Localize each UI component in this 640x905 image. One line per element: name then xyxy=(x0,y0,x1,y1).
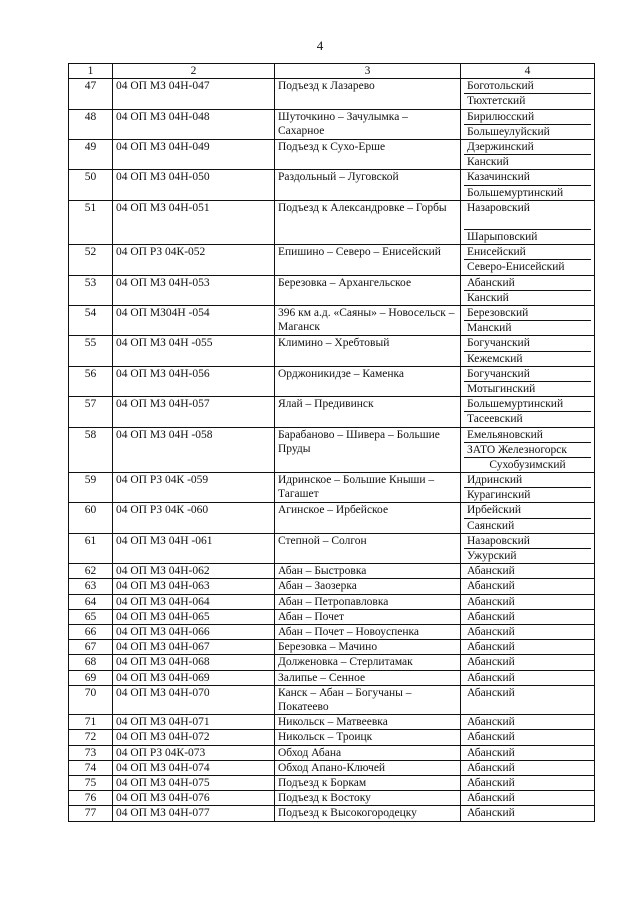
district-cell xyxy=(461,336,595,366)
district-name: Абанский xyxy=(467,626,515,639)
district-name: Канский xyxy=(464,154,591,169)
column-header: 3 xyxy=(275,64,461,79)
district-name: Бирилюсский xyxy=(467,110,535,123)
row-number: 55 xyxy=(69,336,113,366)
table-row xyxy=(69,640,595,655)
row-number: 50 xyxy=(69,170,113,200)
row-number: 65 xyxy=(69,609,113,624)
table-row xyxy=(69,715,595,730)
table-row xyxy=(69,655,595,670)
district-name: Северо-Енисейский xyxy=(464,259,591,274)
district-cell xyxy=(461,579,595,594)
road-id-code: 04 ОП МЗ 04Н -058 xyxy=(113,427,275,473)
district-name: ЗАТО Железногорск xyxy=(464,442,591,457)
road-id-code: 04 ОП МЗ04Н -054 xyxy=(113,306,275,336)
road-id-code: 04 ОП МЗ 04Н-062 xyxy=(113,564,275,579)
road-id-code: 04 ОП МЗ 04Н-071 xyxy=(113,715,275,730)
district-name: Абанский xyxy=(467,656,515,669)
table-row xyxy=(69,564,595,579)
road-name: Абан – Почет – Новоуспенка xyxy=(275,625,461,640)
district-cell xyxy=(461,609,595,624)
district-cell xyxy=(461,397,595,427)
row-number: 54 xyxy=(69,306,113,336)
road-id-code: 04 ОП МЗ 04Н-057 xyxy=(113,397,275,427)
table-row xyxy=(69,200,595,245)
district-name: Курагинский xyxy=(464,487,591,502)
road-name: Обход Абана xyxy=(275,745,461,760)
table-row xyxy=(69,306,595,336)
district-name: Мотыгинский xyxy=(464,381,591,396)
district-name: Большемуртинский xyxy=(464,185,591,200)
road-name: Березовка – Архангельское xyxy=(275,275,461,305)
district-name: Дзержинский xyxy=(467,140,534,153)
row-number: 74 xyxy=(69,760,113,775)
road-name: Залипье – Сенное xyxy=(275,670,461,685)
row-number: 70 xyxy=(69,685,113,714)
row-number: 77 xyxy=(69,806,113,821)
district-cell xyxy=(461,685,595,714)
column-header: 2 xyxy=(113,64,275,79)
table-row xyxy=(69,579,595,594)
road-name: Долженовка – Стерлитамак xyxy=(275,655,461,670)
row-number: 56 xyxy=(69,366,113,396)
road-id-code: 04 ОП МЗ 04Н-076 xyxy=(113,791,275,806)
table-row xyxy=(69,625,595,640)
road-id-code: 04 ОП МЗ 04Н-053 xyxy=(113,275,275,305)
road-id-code: 04 ОП МЗ 04Н-074 xyxy=(113,760,275,775)
road-id-code: 04 ОП РЗ 04К -059 xyxy=(113,473,275,503)
district-name: Абанский xyxy=(467,716,515,729)
road-id-code: 04 ОП МЗ 04Н-068 xyxy=(113,655,275,670)
table-row xyxy=(69,609,595,624)
row-number: 75 xyxy=(69,776,113,791)
district-name: Абанский xyxy=(467,777,515,790)
district-name: Емельяновский xyxy=(467,428,543,441)
road-id-code: 04 ОП МЗ 04Н-070 xyxy=(113,685,275,714)
table-row xyxy=(69,170,595,200)
district-name: Абанский xyxy=(467,610,515,623)
district-cell xyxy=(461,275,595,305)
row-number: 47 xyxy=(69,79,113,109)
row-number: 61 xyxy=(69,533,113,563)
district-name: Большеулуйский xyxy=(464,124,591,139)
row-number: 72 xyxy=(69,730,113,745)
table-row xyxy=(69,760,595,775)
district-cell xyxy=(461,745,595,760)
table-row xyxy=(69,109,595,139)
district-cell xyxy=(461,670,595,685)
district-name: Кежемский xyxy=(464,351,591,366)
row-number: 67 xyxy=(69,640,113,655)
district-name: Казачинский xyxy=(467,171,530,184)
road-id-code: 04 ОП РЗ 04К-073 xyxy=(113,745,275,760)
row-number: 63 xyxy=(69,579,113,594)
district-cell xyxy=(461,806,595,821)
district-name: Березовский xyxy=(467,307,529,320)
row-number: 49 xyxy=(69,139,113,169)
row-number: 69 xyxy=(69,670,113,685)
district-cell xyxy=(461,473,595,503)
road-name: Подъезд к Высокогородецку xyxy=(275,806,461,821)
table-row xyxy=(69,776,595,791)
district-name: Абанский xyxy=(467,641,515,654)
table-row xyxy=(69,670,595,685)
row-number: 64 xyxy=(69,594,113,609)
district-name: Абанский xyxy=(467,761,515,774)
district-name: Енисейский xyxy=(467,246,526,259)
road-name: Никольск – Троицк xyxy=(275,730,461,745)
road-id-code: 04 ОП МЗ 04Н-067 xyxy=(113,640,275,655)
row-number: 62 xyxy=(69,564,113,579)
district-name: Боготольский xyxy=(467,80,534,93)
district-name: Тасеевский xyxy=(464,411,591,426)
row-number: 48 xyxy=(69,109,113,139)
district-name: Большемуртинский xyxy=(467,398,564,411)
table-row xyxy=(69,791,595,806)
road-name: Березовка – Мачино xyxy=(275,640,461,655)
table-row xyxy=(69,806,595,821)
row-number: 68 xyxy=(69,655,113,670)
table-row xyxy=(69,685,595,714)
district-cell xyxy=(461,715,595,730)
district-name: Саянский xyxy=(464,518,591,533)
district-name: Абанский xyxy=(467,686,515,699)
row-number: 57 xyxy=(69,397,113,427)
road-id-code: 04 ОП МЗ 04Н-077 xyxy=(113,806,275,821)
district-cell xyxy=(461,109,595,139)
road-name: Климино – Хребтовый xyxy=(275,336,461,366)
row-number: 76 xyxy=(69,791,113,806)
district-name: Сухобузимский xyxy=(464,457,591,472)
district-name: Абанский xyxy=(467,807,515,820)
district-cell xyxy=(461,564,595,579)
district-cell xyxy=(461,79,595,109)
row-number: 52 xyxy=(69,245,113,275)
district-cell xyxy=(461,776,595,791)
district-name: Ирбейский xyxy=(467,504,522,517)
road-name: Никольск – Матвеевка xyxy=(275,715,461,730)
district-name: Назаровский xyxy=(467,534,530,547)
road-name: Степной – Солгон xyxy=(275,533,461,563)
road-id-code: 04 ОП МЗ 04Н-049 xyxy=(113,139,275,169)
district-name: Назаровский xyxy=(467,201,530,214)
district-name: Канский xyxy=(464,290,591,305)
road-id-code: 04 ОП МЗ 04Н-069 xyxy=(113,670,275,685)
table-row xyxy=(69,79,595,109)
district-name: Абанский xyxy=(467,276,515,289)
row-number: 73 xyxy=(69,745,113,760)
district-cell xyxy=(461,625,595,640)
road-name: Шуточкино – Зачулымка – Сахарное xyxy=(275,109,461,139)
road-name: Обход Апано-Ключей xyxy=(275,760,461,775)
road-name: Подъезд к Александровке – Горбы xyxy=(275,200,461,245)
table-header-row xyxy=(69,64,595,79)
page-number: 4 xyxy=(316,38,324,53)
district-name: Ужурский xyxy=(464,548,591,563)
road-id-code: 04 ОП МЗ 04Н-050 xyxy=(113,170,275,200)
road-name: Подъезд к Сухо-Ерше xyxy=(275,139,461,169)
table-row xyxy=(69,275,595,305)
district-cell xyxy=(461,533,595,563)
district-name: Абанский xyxy=(467,746,515,759)
table-row xyxy=(69,473,595,503)
road-name: Канск – Абан – Богучаны – Покатеево xyxy=(275,685,461,714)
district-cell xyxy=(461,791,595,806)
district-name: Абанский xyxy=(467,595,515,608)
district-cell xyxy=(461,366,595,396)
road-id-code: 04 ОП РЗ 04К -060 xyxy=(113,503,275,533)
district-cell xyxy=(461,139,595,169)
table-row xyxy=(69,397,595,427)
district-cell xyxy=(461,640,595,655)
district-cell xyxy=(461,427,595,473)
table-row xyxy=(69,336,595,366)
road-name: Орджоникидзе – Каменка xyxy=(275,366,461,396)
table-row xyxy=(69,245,595,275)
road-name: Подъезд к Лазарево xyxy=(275,79,461,109)
table-row xyxy=(69,366,595,396)
district-name: Тюхтетский xyxy=(464,93,591,108)
table-row xyxy=(69,533,595,563)
row-number: 58 xyxy=(69,427,113,473)
road-id-code: 04 ОП МЗ 04Н-063 xyxy=(113,579,275,594)
road-name: Подъезд к Востоку xyxy=(275,791,461,806)
road-name: Абан – Быстровка xyxy=(275,564,461,579)
district-cell xyxy=(461,245,595,275)
road-name: Раздольный – Луговской xyxy=(275,170,461,200)
district-name: Абанский xyxy=(467,792,515,805)
road-name: 396 км а.д. «Саяны» – Новосельск – Маганск xyxy=(275,306,461,336)
road-name: Идринское – Большие Кныши – Тагашет xyxy=(275,473,461,503)
table-row xyxy=(69,503,595,533)
road-id-code: 04 ОП МЗ 04Н-056 xyxy=(113,366,275,396)
column-header: 4 xyxy=(461,64,595,79)
road-id-code: 04 ОП МЗ 04Н -055 xyxy=(113,336,275,366)
road-name: Абан – Петропавловка xyxy=(275,594,461,609)
road-name: Барабаново – Шивера – Большие Пруды xyxy=(275,427,461,473)
road-id-code: 04 ОП МЗ 04Н-051 xyxy=(113,200,275,245)
table-row xyxy=(69,745,595,760)
road-id-code: 04 ОП МЗ 04Н-047 xyxy=(113,79,275,109)
district-cell xyxy=(461,200,595,245)
road-name: Агинское – Ирбейское xyxy=(275,503,461,533)
road-id-code: 04 ОП МЗ 04Н-066 xyxy=(113,625,275,640)
district-name: Богучанский xyxy=(467,367,530,380)
table-row xyxy=(69,139,595,169)
district-cell xyxy=(461,503,595,533)
district-name: Идринский xyxy=(467,474,523,487)
roads-table xyxy=(68,63,595,822)
row-number: 51 xyxy=(69,200,113,245)
road-name: Подъезд к Боркам xyxy=(275,776,461,791)
district-name: Шарыповский xyxy=(464,229,591,244)
road-id-code: 04 ОП МЗ 04Н-064 xyxy=(113,594,275,609)
row-number: 59 xyxy=(69,473,113,503)
table-row xyxy=(69,730,595,745)
district-name: Абанский xyxy=(467,671,515,684)
district-cell xyxy=(461,760,595,775)
table-row xyxy=(69,594,595,609)
district-cell xyxy=(461,730,595,745)
district-name: Абанский xyxy=(467,565,515,578)
road-id-code: 04 ОП МЗ 04Н-065 xyxy=(113,609,275,624)
table-row xyxy=(69,427,595,473)
district-name: Абанский xyxy=(467,731,515,744)
column-header: 1 xyxy=(69,64,113,79)
row-number: 71 xyxy=(69,715,113,730)
road-name: Ялай – Предивинск xyxy=(275,397,461,427)
road-id-code: 04 ОП МЗ 04Н-075 xyxy=(113,776,275,791)
row-number: 53 xyxy=(69,275,113,305)
road-id-code: 04 ОП МЗ 04Н-048 xyxy=(113,109,275,139)
district-name: Абанский xyxy=(467,580,515,593)
district-cell xyxy=(461,594,595,609)
row-number: 66 xyxy=(69,625,113,640)
road-id-code: 04 ОП МЗ 04Н-072 xyxy=(113,730,275,745)
road-name: Абан – Заозерка xyxy=(275,579,461,594)
district-cell xyxy=(461,306,595,336)
district-cell xyxy=(461,170,595,200)
district-name: Манский xyxy=(464,320,591,335)
district-cell xyxy=(461,655,595,670)
road-name: Абан – Почет xyxy=(275,609,461,624)
district-name: Богучанский xyxy=(467,337,530,350)
road-name: Епишино – Северо – Енисейский xyxy=(275,245,461,275)
row-number: 60 xyxy=(69,503,113,533)
road-id-code: 04 ОП МЗ 04Н -061 xyxy=(113,533,275,563)
road-id-code: 04 ОП РЗ 04К-052 xyxy=(113,245,275,275)
